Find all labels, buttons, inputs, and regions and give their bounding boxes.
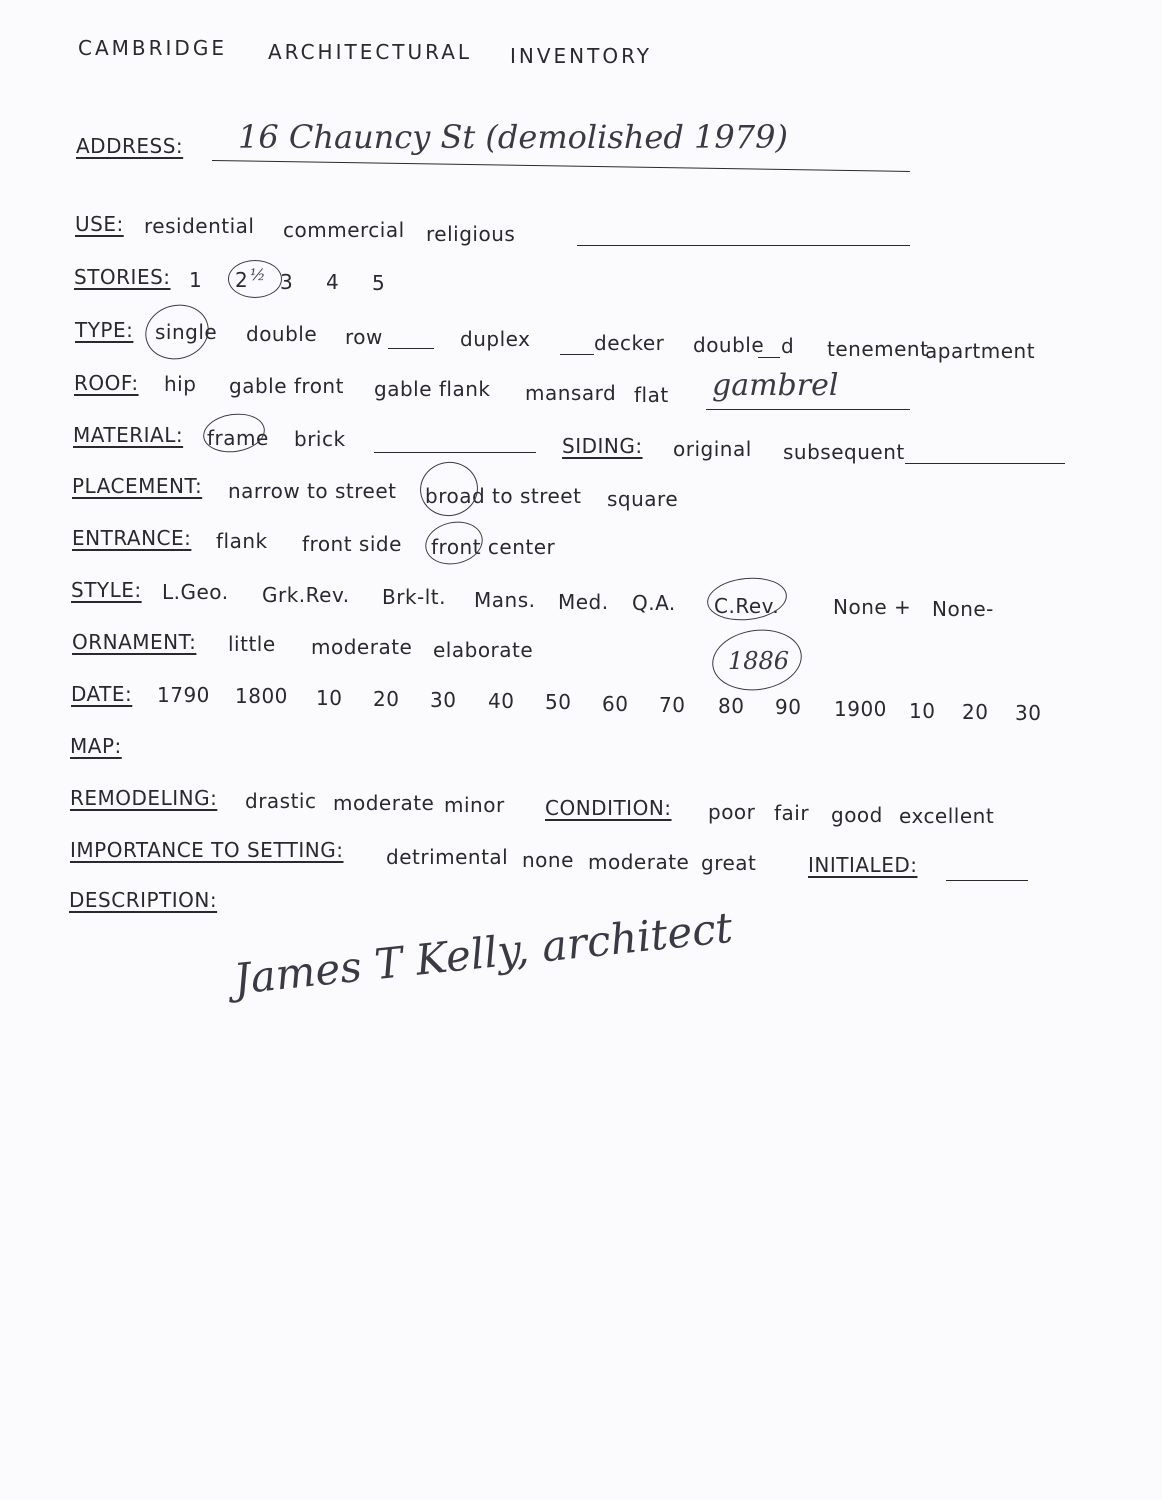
siding-blank-line (905, 463, 1065, 464)
style-option-lgeo: L.Geo. (162, 580, 229, 604)
placement-option-narrow: narrow to street (228, 479, 397, 503)
style-option-brklt: Brk-lt. (382, 585, 446, 609)
style-label: STYLE: (71, 578, 142, 602)
remodeling-label: REMODELING: (70, 786, 218, 810)
siding-option-original: original (673, 437, 752, 461)
style-option-qa: Q.A. (632, 591, 676, 615)
stories-option-2: 2 (235, 268, 249, 292)
type-option-apartment: apartment (925, 339, 1036, 363)
style-option-mans: Mans. (474, 588, 536, 612)
stories-option-4: 4 (326, 270, 340, 294)
roof-option-hip: hip (164, 372, 197, 396)
importance-option-none: none (522, 848, 574, 872)
remodeling-option-minor: minor (444, 793, 505, 817)
date-option-60: 60 (602, 692, 629, 716)
type-label: TYPE: (75, 318, 134, 342)
map-label: MAP: (70, 734, 122, 758)
address-label: ADDRESS: (76, 134, 184, 158)
siding-option-subsequent: subsequent (783, 440, 905, 464)
type-double-d-blank (758, 357, 780, 358)
initialed-label: INITIALED: (808, 853, 918, 877)
style-option-none-minus: None- (932, 597, 994, 621)
date-option-1800: 1800 (235, 684, 288, 708)
entrance-label: ENTRANCE: (72, 526, 192, 550)
type-option-double: double (246, 322, 318, 346)
ornament-option-little: little (228, 632, 276, 656)
style-option-none-plus: None + (833, 595, 912, 619)
roof-handwritten: gambrel (712, 368, 839, 403)
entrance-option-flank: flank (216, 529, 268, 553)
roof-option-gable-front: gable front (229, 374, 344, 398)
placement-label: PLACEMENT: (72, 474, 203, 498)
placement-selected-circle (416, 457, 482, 520)
importance-option-moderate: moderate (588, 850, 690, 874)
date-option-50: 50 (545, 690, 572, 714)
ornament-option-moderate: moderate (311, 635, 413, 659)
stories-selected-circle (228, 260, 282, 298)
date-option-1790: 1790 (157, 683, 210, 707)
date-option-10: 10 (316, 686, 343, 710)
stories-option-1: 1 (189, 268, 203, 292)
date-option-1930: 30 (1015, 701, 1042, 725)
stories-option-3: 3 (280, 270, 294, 294)
date-handwritten-circle (708, 624, 805, 696)
type-selected-circle (139, 298, 218, 367)
date-option-90: 90 (775, 695, 802, 719)
date-option-30: 30 (430, 688, 457, 712)
type-row-blank (388, 348, 434, 349)
placement-option-broad: broad to street (425, 484, 582, 508)
condition-option-good: good (831, 803, 883, 827)
condition-option-fair: fair (774, 801, 810, 825)
use-blank-line (577, 245, 910, 246)
stories-label: STORIES: (74, 265, 171, 289)
remodeling-option-moderate: moderate (333, 791, 435, 815)
date-option-80: 80 (718, 694, 745, 718)
roof-option-flat: flat (634, 383, 669, 407)
entrance-option-front-center: front center (431, 535, 556, 559)
use-option-commercial: commercial (283, 218, 405, 242)
siding-label: SIDING: (562, 434, 643, 458)
style-option-crev: C.Rev. (714, 594, 780, 618)
date-option-1920: 20 (962, 700, 989, 724)
roof-option-gable-flank: gable flank (374, 377, 491, 401)
type-option-d: d (781, 334, 795, 358)
ornament-option-elaborate: elaborate (433, 638, 534, 662)
use-option-residential: residential (144, 214, 255, 238)
date-option-1910: 10 (909, 699, 936, 723)
material-label: MATERIAL: (73, 423, 184, 447)
description-handwritten: James T Kelly, architect (231, 902, 735, 1004)
stories-handwritten-half: ½ (250, 265, 266, 284)
material-blank-line (374, 452, 536, 453)
condition-option-excellent: excellent (899, 804, 995, 828)
form-title-cambridge: CAMBRIDGE (78, 36, 227, 60)
remodeling-option-drastic: drastic (245, 789, 317, 813)
stories-option-5: 5 (372, 271, 386, 295)
style-option-grkrev: Grk.Rev. (262, 583, 350, 607)
importance-option-detrimental: detrimental (386, 845, 509, 869)
type-option-decker: decker (594, 331, 665, 355)
material-option-frame: frame (207, 426, 269, 450)
description-label: DESCRIPTION: (69, 888, 218, 912)
date-option-20: 20 (373, 687, 400, 711)
style-option-med: Med. (558, 590, 609, 614)
form-title-inventory: INVENTORY (510, 44, 652, 68)
ornament-label: ORNAMENT: (72, 630, 197, 654)
date-option-1900: 1900 (834, 697, 887, 721)
material-option-brick: brick (294, 427, 346, 451)
type-option-duplex: duplex (460, 327, 531, 351)
type-option-tenement: tenement (827, 337, 929, 361)
placement-option-square: square (607, 487, 679, 511)
date-option-70: 70 (659, 693, 686, 717)
type-decker-blank (560, 354, 594, 355)
use-label: USE: (75, 212, 124, 236)
date-option-40: 40 (488, 689, 515, 713)
date-label: DATE: (71, 682, 133, 706)
type-option-double-d: double (693, 333, 765, 357)
type-option-single: single (155, 320, 218, 344)
entrance-option-front-side: front side (302, 532, 402, 556)
roof-label: ROOF: (74, 371, 139, 395)
form-title-architectural: ARCHITECTURAL (268, 40, 473, 64)
date-handwritten: 1886 (728, 647, 790, 675)
importance-option-great: great (701, 851, 757, 875)
entrance-selected-circle (421, 516, 486, 569)
address-line (212, 160, 910, 172)
condition-option-poor: poor (708, 800, 756, 824)
use-option-religious: religious (426, 222, 516, 246)
condition-label: CONDITION: (545, 796, 672, 820)
roof-option-mansard: mansard (525, 381, 617, 405)
importance-label: IMPORTANCE TO SETTING: (70, 838, 344, 862)
address-handwritten: 16 Chauncy St (demolished 1979) (238, 118, 788, 156)
initialed-blank-line (946, 880, 1028, 881)
type-option-row: row (345, 325, 383, 349)
roof-blank-line (706, 409, 910, 410)
